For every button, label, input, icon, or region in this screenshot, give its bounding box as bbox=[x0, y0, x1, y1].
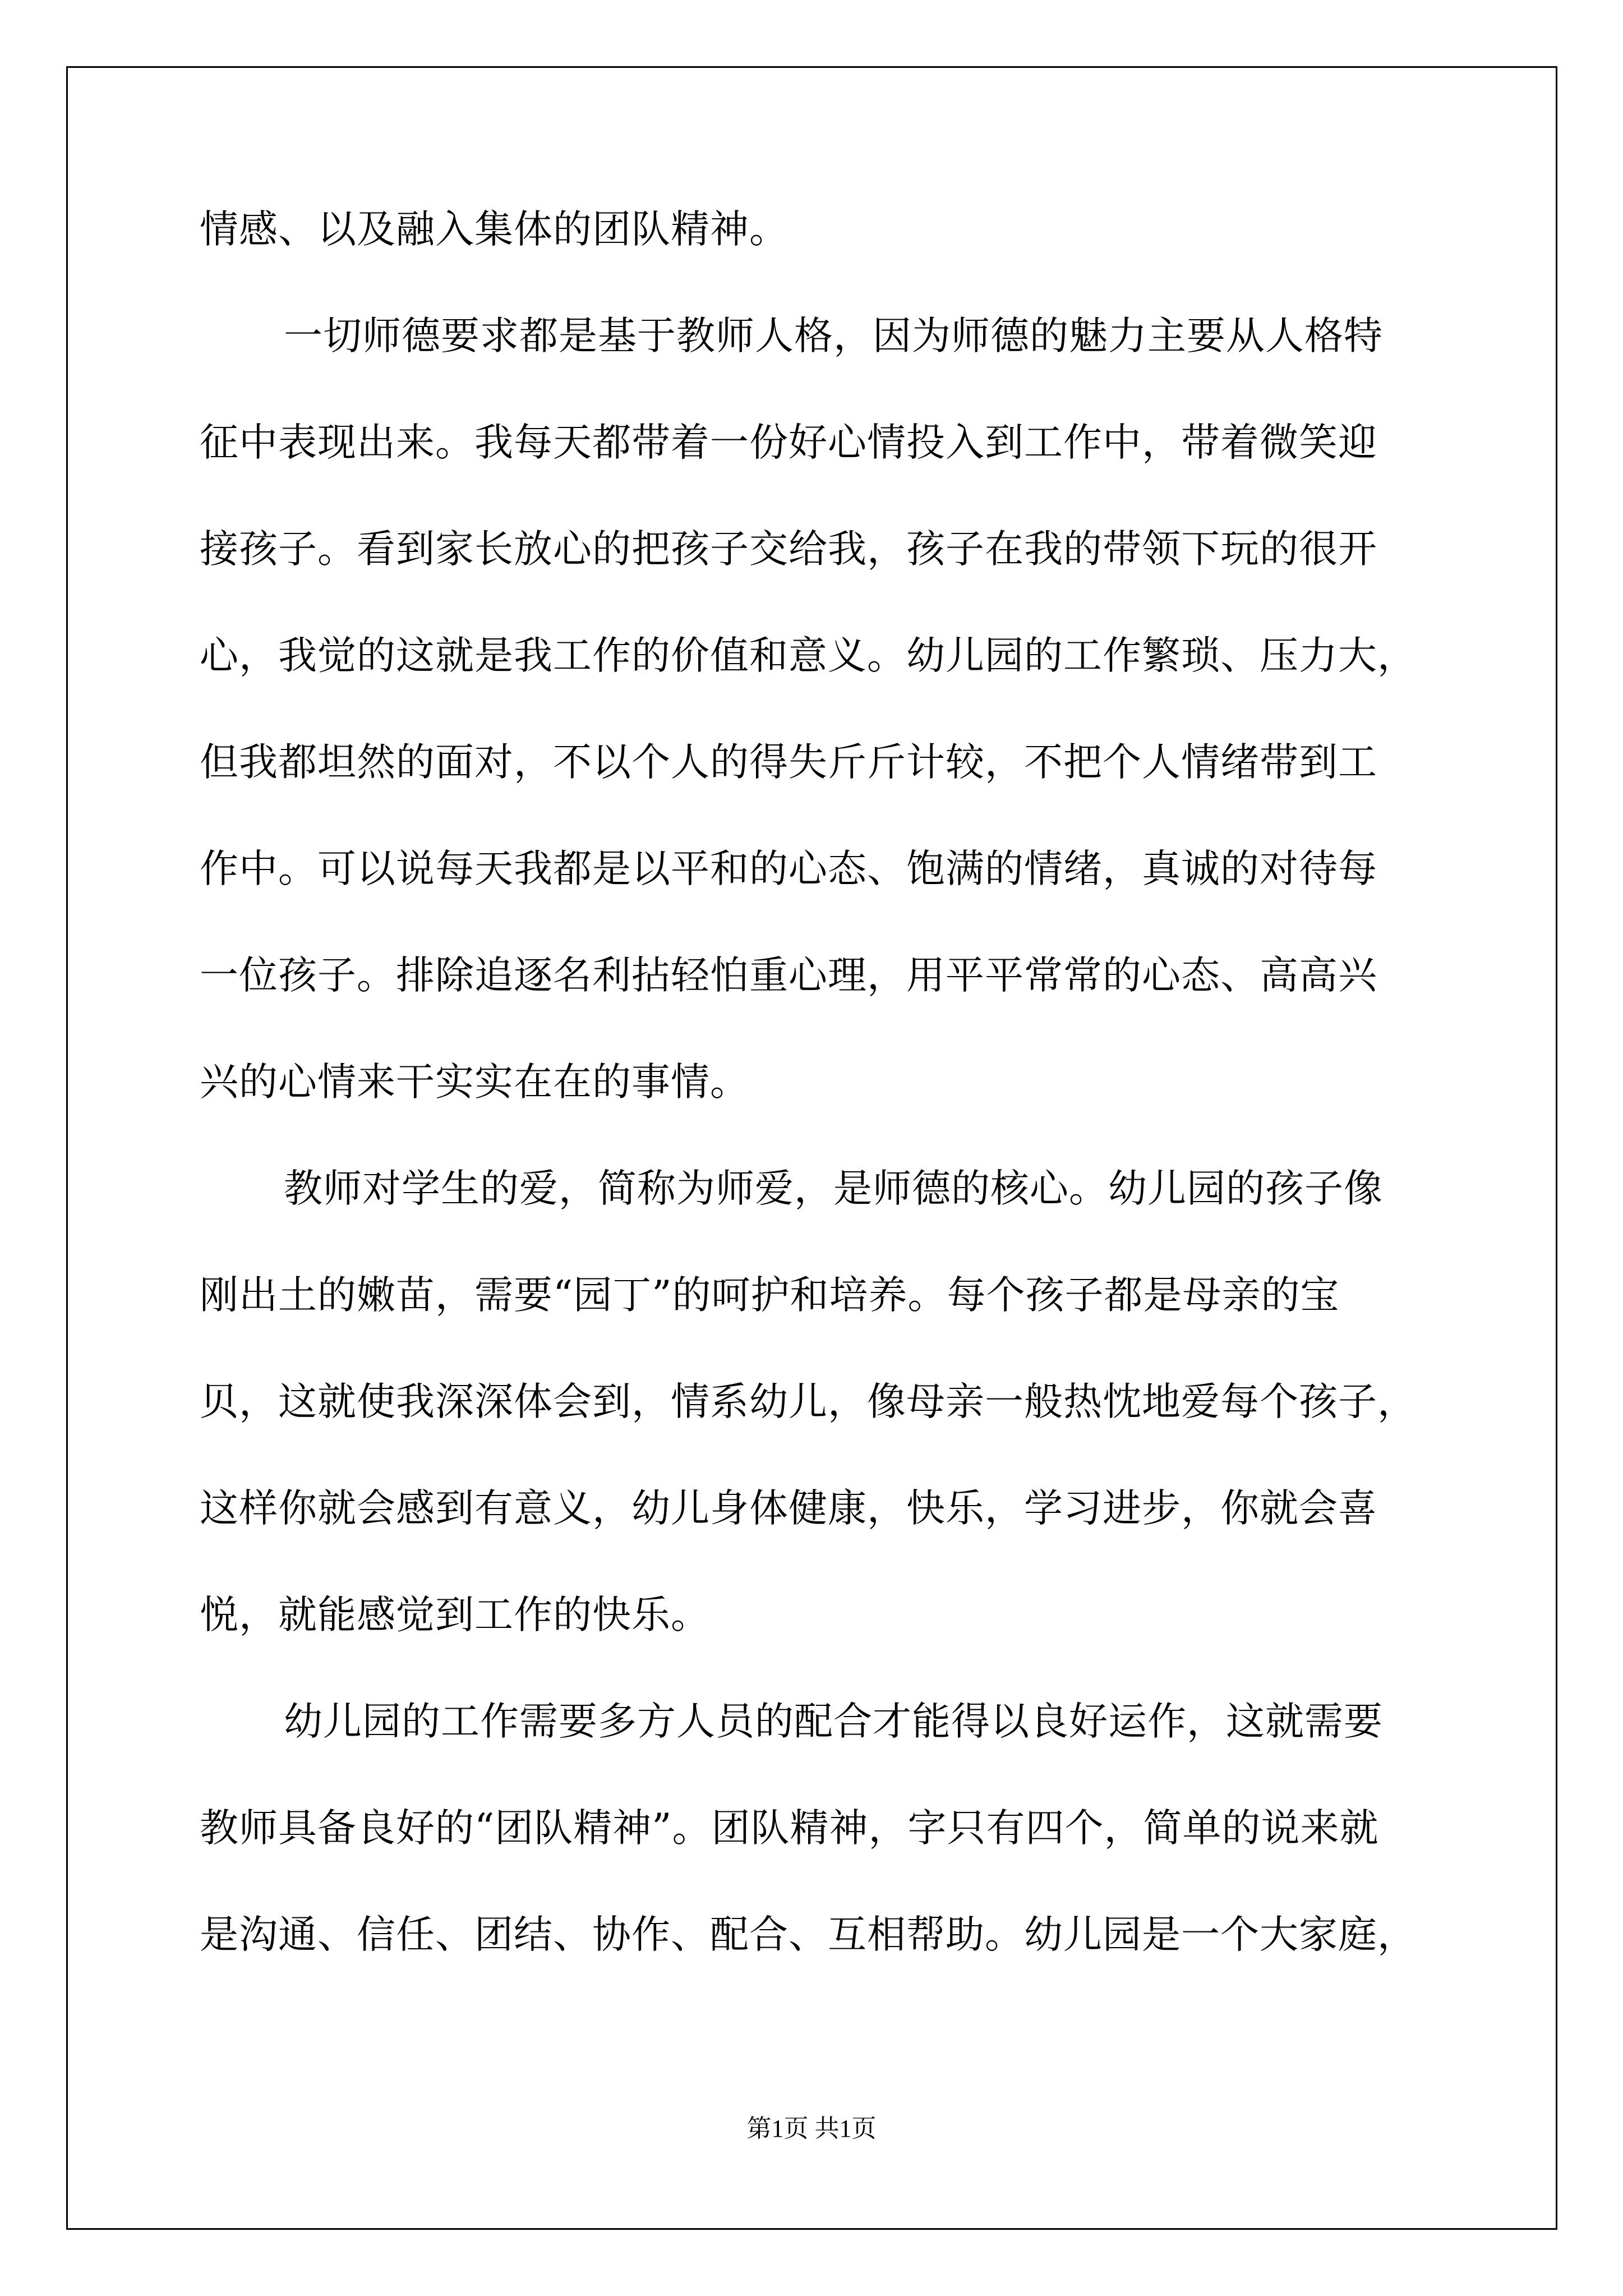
text-line: 这样你就会感到有意义，幼儿身体健康，快乐，学习进步，你就会喜 bbox=[200, 1486, 1377, 1531]
document-body bbox=[200, 209, 1423, 2021]
text-line: 情感、以及融入集体的团队精神。 bbox=[200, 207, 789, 252]
text-line: 一位孩子。排除追逐名利拈轻怕重心理，用平平常常的心态、高高兴 bbox=[200, 953, 1377, 998]
text-line: 一切师德要求都是基于教师人格，因为师德的魅力主要从人格特 bbox=[284, 314, 1383, 358]
text-line: 教师对学生的爱，简称为师爱，是师德的核心。幼儿园的孩子像 bbox=[284, 1166, 1383, 1211]
text-line: 征中表现出来。我每天都带着一份好心情投入到工作中，带着微笑迎 bbox=[200, 420, 1377, 465]
text-line: 兴的心情来干实实在在的事情。 bbox=[200, 1060, 749, 1105]
text-line: 悦，就能感觉到工作的快乐。 bbox=[200, 1593, 710, 1637]
text-line: 贝，这就使我深深体会到，情系幼儿，像母亲一般热忱地爱每个孩子， bbox=[200, 1379, 1417, 1424]
text-line: 心，我觉的这就是我工作的价值和意义。幼儿园的工作繁琐、压力大， bbox=[200, 633, 1417, 678]
text-line: 接孩子。看到家长放心的把孩子交给我，孩子在我的带领下玩的很开 bbox=[200, 527, 1377, 572]
text-line: 但我都坦然的面对，不以个人的得失斤斤计较，不把个人情绪带到工 bbox=[200, 740, 1377, 785]
text-line: 教师具备良好的“团队精神”。团队精神，字只有四个，简单的说来就 bbox=[200, 1806, 1379, 1851]
text-line: 是沟通、信任、团结、协作、配合、互相帮助。幼儿园是一个大家庭， bbox=[200, 1912, 1417, 1957]
text-line: 刚出土的嫩苗，需要“园丁”的呵护和培养。每个孩子都是母亲的宝 bbox=[200, 1273, 1340, 1318]
text-line: 作中。可以说每天我都是以平和的心态、饱满的情绪，真诚的对待每 bbox=[200, 846, 1377, 891]
text-line: 幼儿园的工作需要多方人员的配合才能得以良好运作，这就需要 bbox=[284, 1699, 1383, 1744]
page-number-footer: 第1页 共1页 bbox=[746, 2115, 877, 2142]
